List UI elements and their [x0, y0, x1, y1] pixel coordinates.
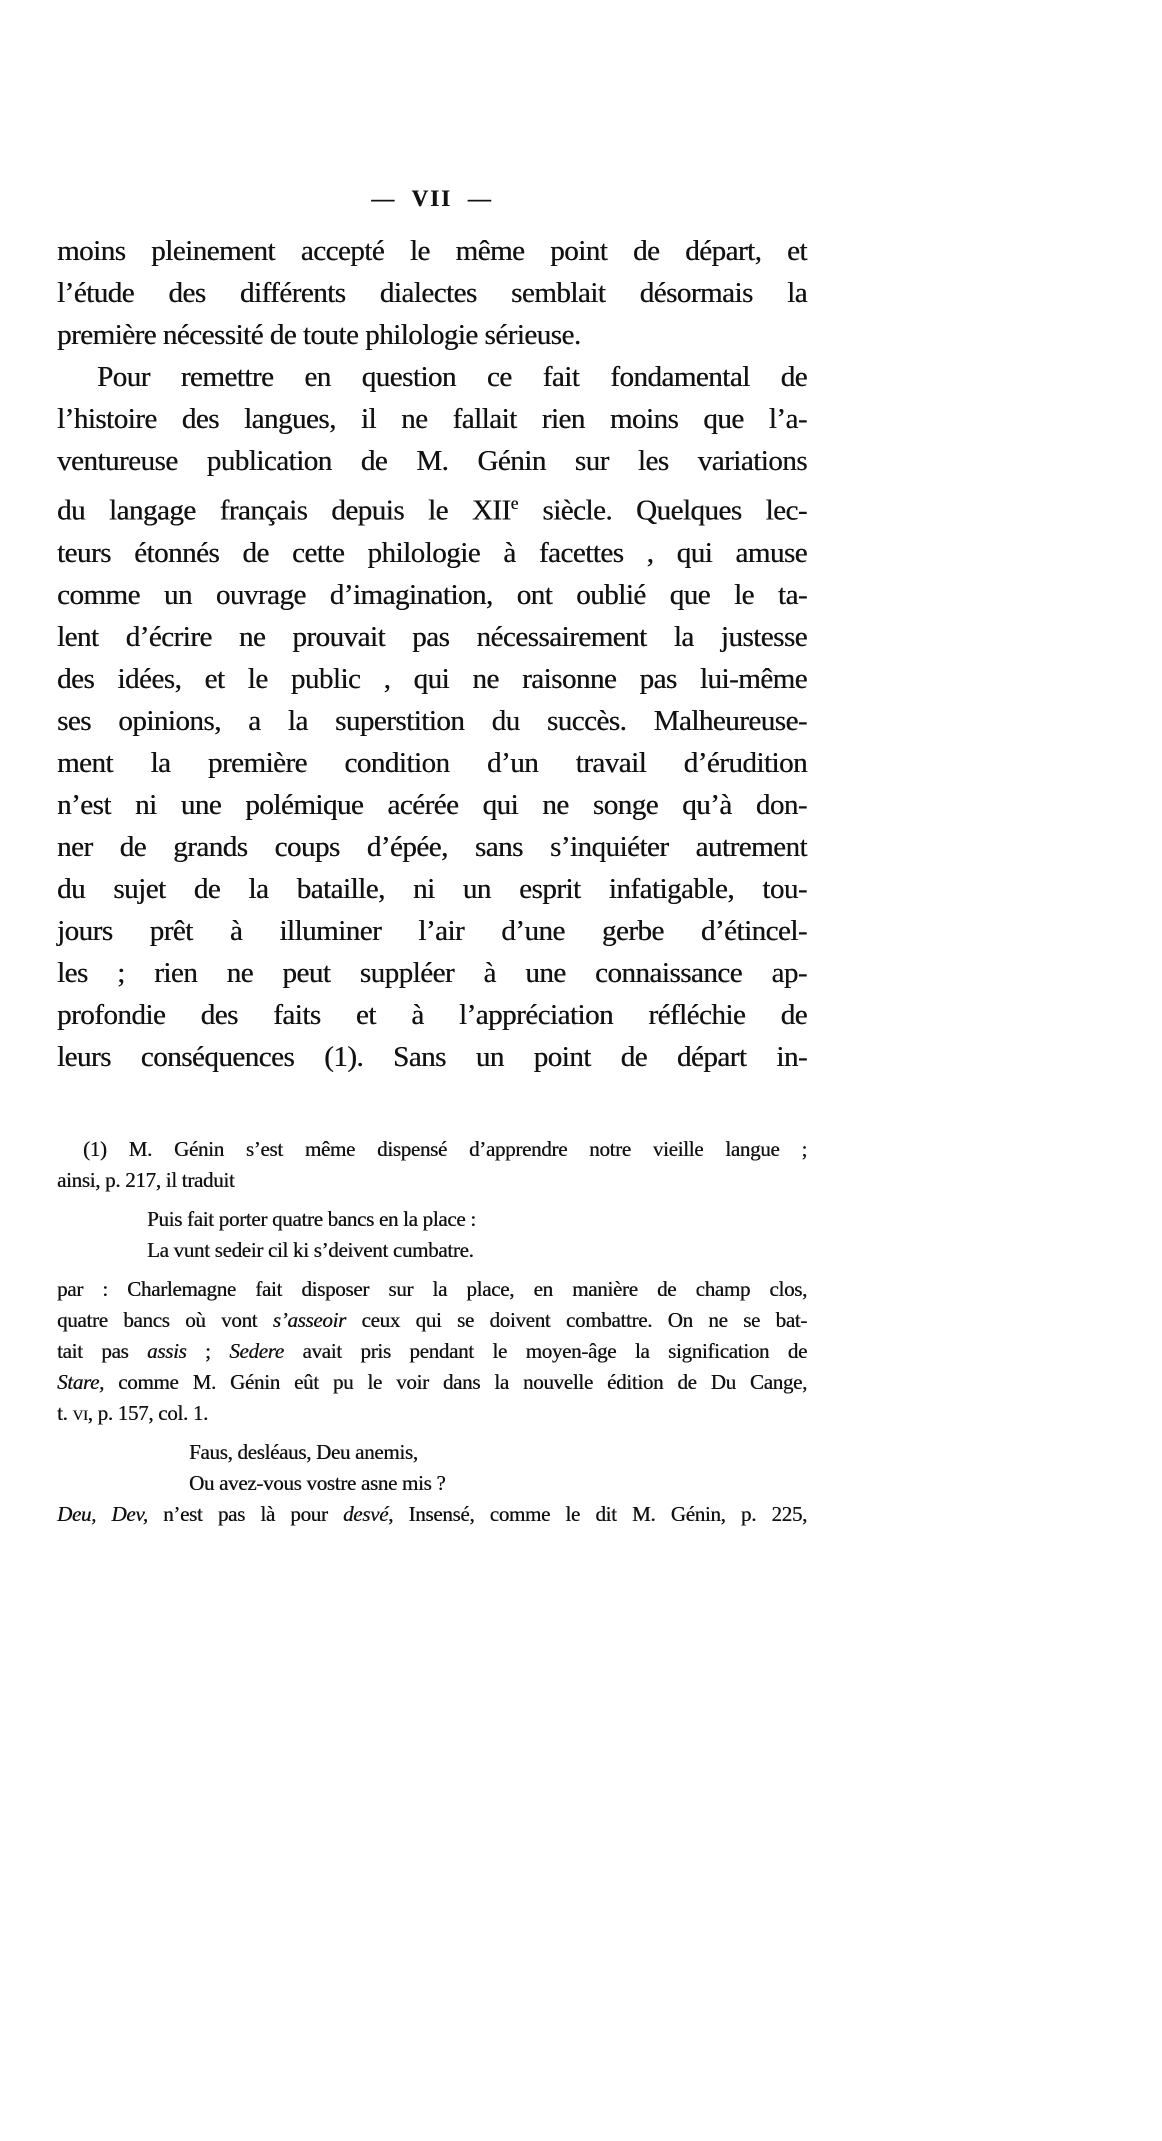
text-line	[57, 994, 807, 1036]
text-segment: n’est pas là pour	[147, 1501, 343, 1526]
text-line	[57, 1235, 807, 1266]
text-segment: lent d’écrire ne prouvait pas nécessairement la justesse	[57, 620, 807, 653]
text-segment: t.	[57, 1400, 73, 1425]
text-line	[57, 1036, 807, 1078]
text-segment: l’étude des différents dialectes semblait désormais la	[57, 277, 807, 309]
text-segment: première nécessité de toute philologie sérieuse.	[57, 319, 581, 351]
text-line	[57, 1134, 807, 1165]
text-segment: tait pas	[57, 1338, 148, 1363]
text-segment: , p. 157, col. 1.	[87, 1400, 208, 1425]
text-column	[57, 186, 807, 1530]
text-line	[57, 574, 807, 616]
text-line	[57, 1336, 807, 1367]
text-line	[57, 230, 807, 272]
text-segment: des idées, et le public , qui ne raisonne pas lui-même	[57, 662, 807, 695]
text-line	[57, 356, 807, 398]
text-segment: par : Charlemagne fait disposer sur la place, en manière de champ clos,	[57, 1276, 807, 1301]
text-line	[57, 616, 807, 658]
text-line	[57, 314, 807, 356]
text-segment: profondie des faits et à l’appréciation réfléchie de	[57, 998, 807, 1031]
text-segment: ceux qui se doivent combattre. On ne se bat-	[345, 1307, 807, 1332]
text-segment: moins pleinement accepté le même point de départ, et	[57, 235, 807, 267]
italic-text: Sedere	[229, 1338, 284, 1363]
text-segment: ainsi, p. 217, il traduit	[57, 1167, 235, 1192]
text-line	[57, 482, 807, 532]
text-segment: comme un ouvrage d’imagination, ont oublié que le ta-	[57, 578, 807, 611]
text-line	[57, 1367, 807, 1398]
text-line	[57, 742, 807, 784]
text-segment: ment la première condition d’un travail d’érudition	[57, 746, 807, 779]
text-segment: ;	[186, 1338, 230, 1363]
text-segment: du langage français depuis le XII	[57, 494, 511, 527]
text-segment: quatre bancs où vont	[57, 1307, 273, 1332]
text-line	[57, 1305, 807, 1336]
text-segment: ner de grands coups d’épée, sans s’inquiéter autrement	[57, 830, 807, 863]
page-number-header: — VII —	[371, 186, 493, 211]
text-line	[57, 826, 807, 868]
text-line	[57, 1468, 807, 1499]
text-line	[57, 1204, 807, 1235]
text-line	[57, 272, 807, 314]
text-segment: siècle. Quelques lec-	[518, 494, 807, 527]
text-segment: Puis fait porter quatre bancs en la place :	[147, 1206, 476, 1231]
text-line	[57, 440, 807, 482]
text-segment: teurs étonnés de cette philologie à facettes , qui amuse	[57, 536, 807, 569]
text-line	[57, 1437, 807, 1468]
text-segment: l’histoire des langues, il ne fallait rien moins que l’a-	[57, 403, 807, 435]
text-line	[57, 784, 807, 826]
footnote-text	[57, 1134, 807, 1530]
italic-text: s’asseoir	[272, 1307, 346, 1332]
text-segment: avait pris pendant le moyen-âge la signification de	[283, 1338, 807, 1363]
text-segment: leurs conséquences (1). Sans un point de départ in-	[57, 1040, 807, 1073]
text-line	[57, 952, 807, 994]
superscript-text: e	[510, 493, 519, 513]
text-line	[57, 398, 807, 440]
text-segment: comme M. Génin eût pu le voir dans la nouvelle édition de Du Cange,	[104, 1369, 807, 1394]
text-segment: n’est ni une polémique acérée qui ne songe qu’à don-	[57, 788, 807, 821]
text-segment: les ; rien ne peut suppléer à une connaissance ap-	[57, 956, 807, 989]
text-line	[57, 658, 807, 700]
text-segment: Faus, desléaus, Deu anemis,	[189, 1439, 418, 1464]
text-line	[57, 700, 807, 742]
text-line	[57, 910, 807, 952]
italic-text: assis	[147, 1338, 187, 1363]
text-segment: Pour remettre en question ce fait fondamental de	[97, 361, 807, 393]
text-line	[57, 1165, 807, 1196]
text-segment: du sujet de la bataille, ni un esprit infatigable, tou-	[57, 872, 807, 905]
italic-text: Deu, Dev,	[57, 1501, 148, 1526]
text-segment: , Insensé, comme le dit M. Génin, p. 225,	[388, 1501, 807, 1526]
italic-text: desvé	[342, 1501, 389, 1526]
text-line	[57, 532, 807, 574]
text-line	[57, 868, 807, 910]
text-segment: La vunt sedeir cil ki s’deivent cumbatre.	[147, 1237, 474, 1262]
text-segment: jours prêt à illuminer l’air d’une gerbe d’étincel-	[57, 914, 807, 947]
text-line	[57, 1499, 807, 1530]
text-segment: ventureuse publication de M. Génin sur les variations	[57, 445, 807, 477]
text-segment: Ou avez-vous vostre asne mis ?	[189, 1470, 446, 1495]
text-line	[57, 1274, 807, 1305]
text-segment: (1) M. Génin s’est même dispensé d’apprendre notre vieille langue ;	[83, 1136, 807, 1161]
text-line	[57, 1398, 807, 1429]
text-segment: vi	[72, 1400, 88, 1425]
text-segment: ses opinions, a la superstition du succès. Malheureuse-	[57, 704, 807, 737]
italic-text: Stare,	[57, 1369, 104, 1394]
body-text	[57, 230, 807, 1078]
